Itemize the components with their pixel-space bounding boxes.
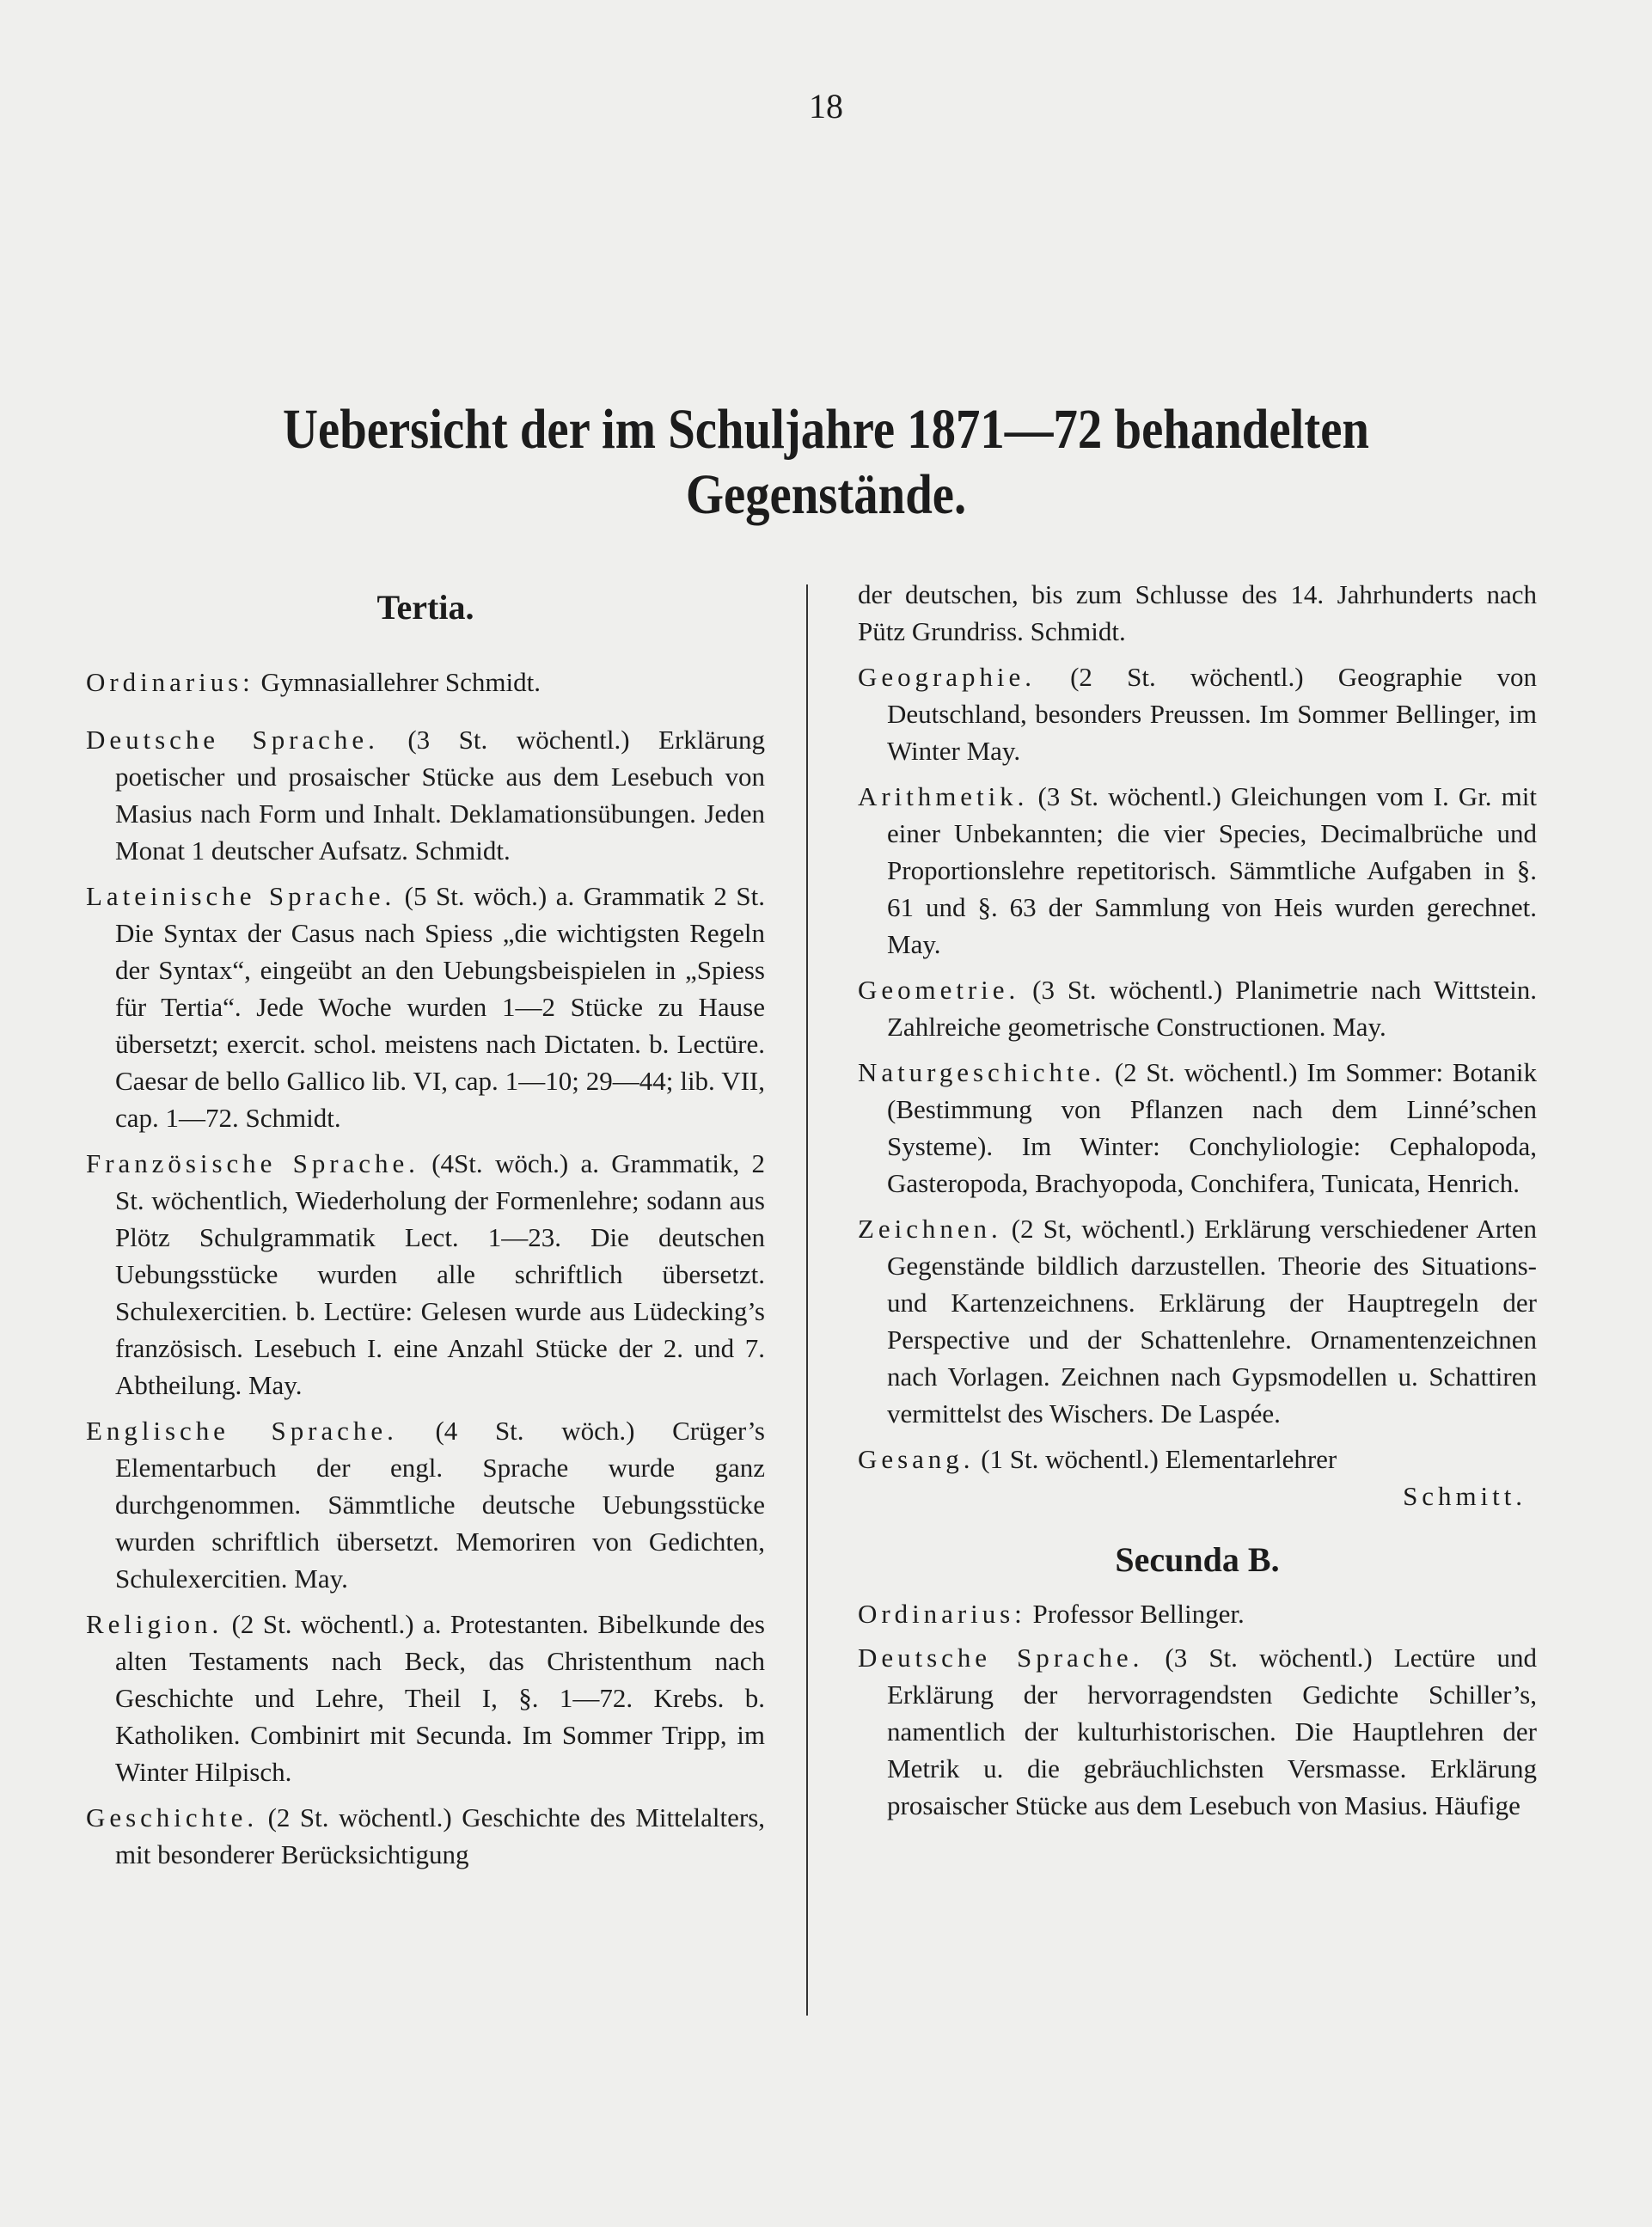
ordinarius-line xyxy=(86,664,765,701)
subject-text: (5 St. wöch.) a. Grammatik 2 St. Die Syntax der Casus nach Spiess „die wichtigsten Regeln der Syntax“, eingeübt an den Uebungsbeispielen in „Spiess für Tertia“. Jede Woche wurden 1—2 Stücke zu Hause übersetzt; exercit. schol. meistens nach Dictaten. b. Lectüre. Caesar de bello Gallico lib. VI, cap. 1—10; 29—44; lib. VII, cap. 1—72. Schmidt. xyxy=(115,881,765,1133)
subject-name: Deutsche Sprache. xyxy=(86,725,379,755)
subject-text: (3 St. wöchentl.) Gleichungen vom I. Gr. mit einer Unbekannten; die vier Species, Decimalbrüche und Proportionslehre repetitorisch. Sämmtliche Aufgaben in §. 61 und §. 63 der Sammlung von Heis wurden gerechnet. May. xyxy=(887,781,1538,959)
ordinarius-text: Gymnasiallehrer Schmidt. xyxy=(260,667,541,697)
continuation-text: der deutschen, bis zum Schlusse des 14. Jahrhunderts nach Pütz Grundriss. Schmidt. xyxy=(858,579,1537,646)
section-heading-tertia: Tertia. xyxy=(376,588,474,627)
subject-entry xyxy=(858,658,1537,769)
subject-name: Zeichnen. xyxy=(858,1214,1002,1244)
ordinarius-label: Ordinarius: xyxy=(858,1599,1026,1629)
ordinarius-text: Professor Bellinger. xyxy=(1032,1599,1245,1629)
subject-name: Französische Sprache. xyxy=(86,1148,419,1178)
subject-text: (1 St. wöchentl.) Elementarlehrer xyxy=(981,1444,1337,1474)
section-heading-secunda-b: Secunda B. xyxy=(1115,1540,1280,1579)
subject-entry xyxy=(86,1606,765,1790)
ordinarius-line xyxy=(858,1595,1537,1632)
subject-text: (2 St. wöchentl.) a. Protestanten. Bibelkunde des alten Testaments nach Beck, das Christenthum nach Geschichte und Lehre, Theil I, §. 1—72. Krebs. b. Katholiken. Combinirt mit Secunda. Im Sommer Tripp, im Winter Hilpisch. xyxy=(115,1609,765,1787)
subject-name: Geographie. xyxy=(858,662,1036,692)
subject-text: (3 St. wöchentl.) Lectüre und Erklärung der hervorragendsten Gedichte Schiller’s, namentlich der kulturhistorischen. Die Hauptlehren der Metrik u. die gebräuchlichsten Versmasse. Erklärung prosaischer Stücke aus dem Lesebuch von Masius. Häufige xyxy=(887,1643,1538,1820)
subject-name: Geschichte. xyxy=(86,1802,259,1832)
subject-entry xyxy=(86,1145,765,1404)
subject-name: Naturgeschichte. xyxy=(858,1057,1105,1087)
subject-text: (2 St. wöchentl.) Geographie von Deutschland, besonders Preussen. Im Sommer Bellinger, im Winter May. xyxy=(887,662,1538,766)
page-number: 18 xyxy=(809,87,843,125)
column-divider xyxy=(806,584,808,2016)
subject-text: (2 St. wöchentl.) Geschichte des Mittelalters, mit besonderer Berücksichtigung xyxy=(115,1802,766,1869)
subject-text: (4St. wöch.) a. Grammatik, 2 St. wöchentlich, Wiederholung der Formenlehre; sodann aus Plötz Schulgrammatik Lect. 1—23. Die deutschen Uebungsstücke wurden alle schriftlich übersetzt. Schulexercitien. b. Lectüre: Gelesen wurde aus Lüdecking’s französisch. Lesebuch I. eine Anzahl Stücke der 2. und 7. Abtheilung. May. xyxy=(115,1148,766,1400)
subject-text: (2 St, wöchentl.) Erklärung verschiedener Arten Gegenstände bildlich darzustellen. Theorie des Situations- und Kartenzeichnens. Erklärung der Hauptregeln der Perspective und der Schattenlehre. Ornamentenzeichnen nach Vorlagen. Zeichnen nach Gypsmodellen u. Schattiren vermittelst des Wischers. De Laspée. xyxy=(887,1214,1538,1429)
subject-entry xyxy=(858,1639,1537,1824)
subject-text: (4 St. wöch.) Crüger’s Elementarbuch der engl. Sprache wurde ganz durchgenommen. Sämmtliche deutsche Uebungsstücke wurden schriftlich übersetzt. Memoriren von Gedichten, Schulexercitien. May. xyxy=(115,1416,765,1594)
subject-entry xyxy=(86,1412,765,1597)
subject-name: Englische Sprache. xyxy=(86,1416,398,1446)
subject-entry xyxy=(858,971,1537,1045)
subject-name: Deutsche Sprache. xyxy=(858,1643,1144,1673)
subject-name: Religion. xyxy=(86,1609,223,1639)
left-column xyxy=(86,583,765,1881)
subject-text: (2 St. wöchentl.) Im Sommer: Botanik (Bestimmung von Pflanzen nach dem Linné’schen Systeme). Im Winter: Conchyliologie: Cephalopoda, Gasteropoda, Brachyopoda, Conchifera, Tunicata, Henrich. xyxy=(887,1057,1538,1198)
right-column xyxy=(858,576,1537,1832)
subject-text: (3 St. wöchentl.) Planimetrie nach Wittstein. Zahlreiche geometrische Constructionen. May. xyxy=(887,975,1538,1042)
page-title: Uebersicht der im Schuljahre 1871—72 behandelten Gegenstände. xyxy=(283,398,1369,526)
subject-entry xyxy=(858,1054,1537,1202)
subject-name: Geometrie. xyxy=(858,975,1020,1005)
gesang-teacher: Schmitt. xyxy=(1403,1481,1527,1511)
subject-name: Arithmetik. xyxy=(858,781,1029,811)
subject-entry xyxy=(86,721,765,869)
subject-entry xyxy=(86,878,765,1136)
subject-entry xyxy=(858,1441,1537,1478)
subject-entry xyxy=(86,1799,765,1873)
ordinarius-label: Ordinarius: xyxy=(86,667,254,697)
subject-name: Gesang. xyxy=(858,1444,975,1474)
subject-entry xyxy=(858,778,1537,963)
subject-entry xyxy=(858,1210,1537,1432)
subject-text: (3 St. wöchentl.) Erklärung poetischer und prosaischer Stücke aus dem Lesebuch von Masius nach Form und Inhalt. Deklamationsübungen. Jeden Monat 1 deutscher Aufsatz. Schmidt. xyxy=(115,725,765,866)
subject-name: Lateinische Sprache. xyxy=(86,881,396,911)
